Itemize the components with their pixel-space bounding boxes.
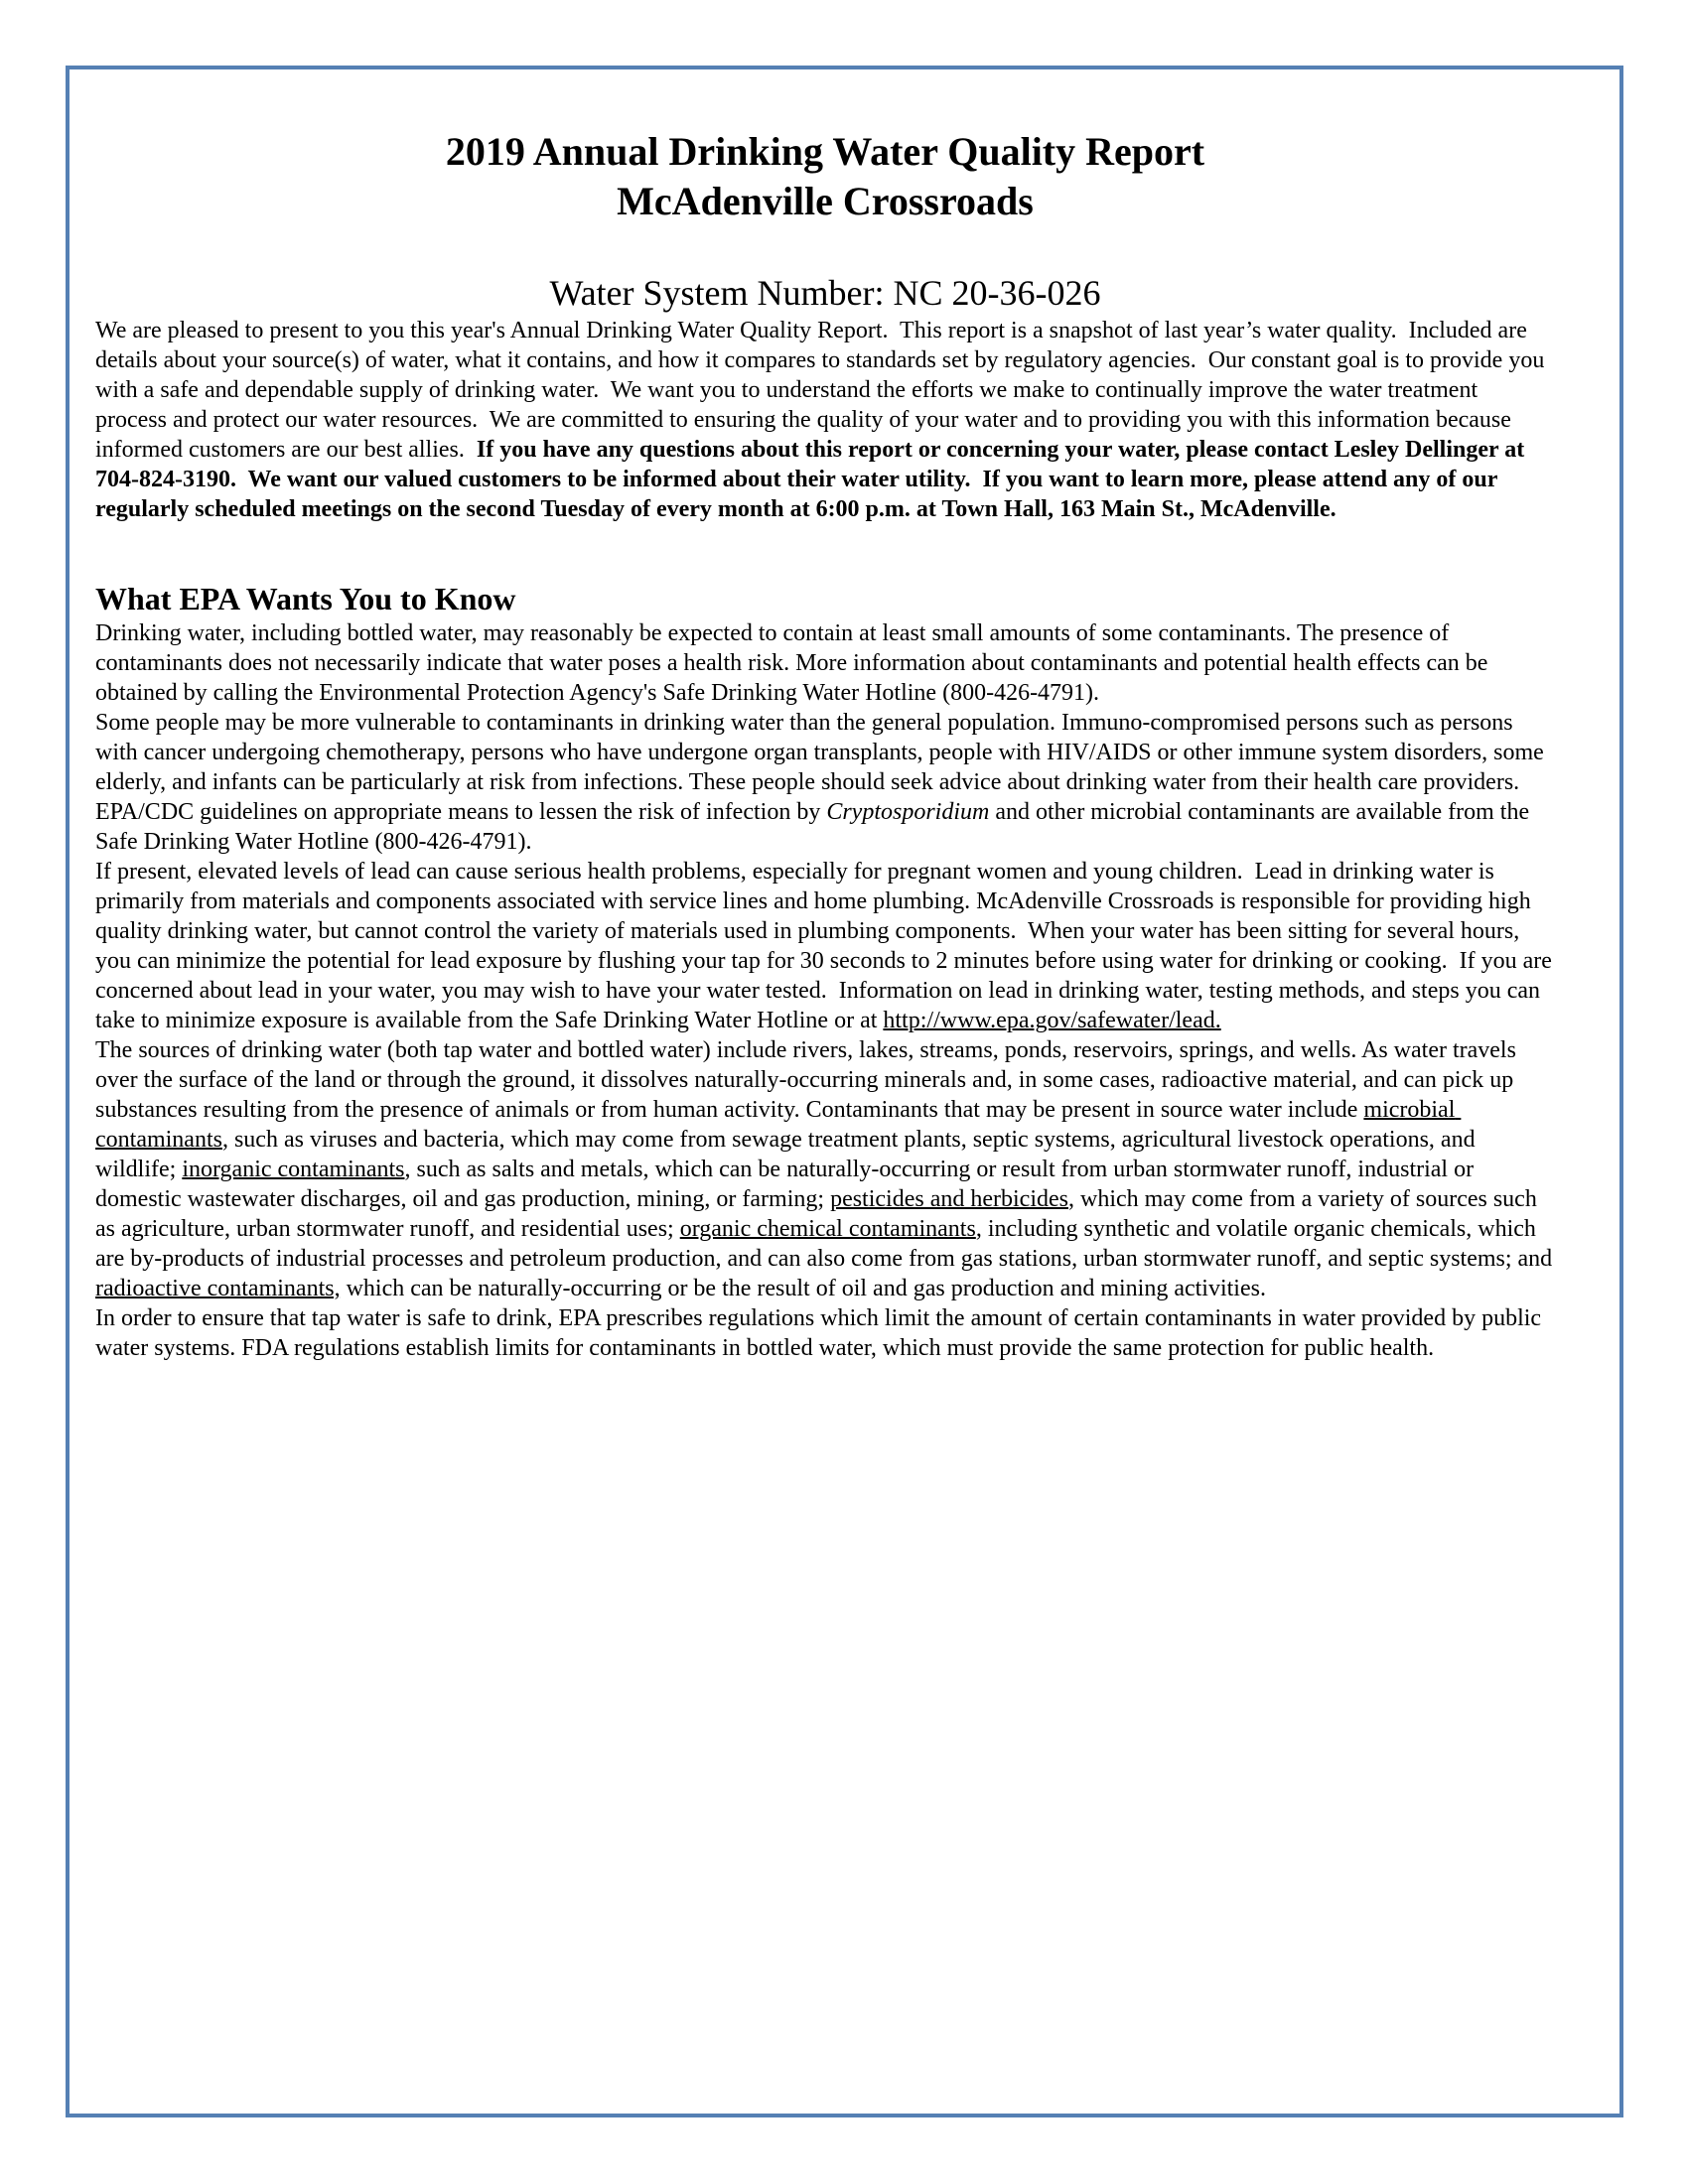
underlined-contaminant-term: pesticides and herbicides [830, 1186, 1068, 1212]
lead-text-pre: If present, elevated levels of lead can cause serious health problems, especially for pregnant women and young children. Lead in drinking water is primarily from materials and components associated with service lines and home plumbing. McAdenville Crossroads is responsible for providing high quality drinking water, but cannot control the variety of materials used in plumbing components. When your water has been sitting for several hours, you can minimize the potential for lead exposure by flushing your tap for 30 seconds to 2 minutes before using water for drinking or cooking. If you are concerned about lead in your water, you may wish to have your water tested. Information on lead in drinking water, testing methods, and steps you can take to minimize exposure is available from the Safe Drinking Water Hotline or at [95, 859, 1558, 1033]
underlined-contaminant-term: microbial contaminants [95, 1097, 1462, 1153]
text-segment: , including synthetic and volatile organic chemicals, which are by-products of industrial processes and petroleum production, and can also come from gas stations, urban stormwater runoff, and septic systems; and [95, 1216, 1559, 1272]
report-title-line1: 2019 Annual Drinking Water Quality Report [445, 129, 1205, 174]
text-segment: , such as salts and metals, which can be naturally-occurring or result from urban stormwater runoff, industrial or domestic wastewater discharges, oil and gas production, mining, or farming; [95, 1157, 1480, 1212]
text-segment: , which may come from a variety of sources such as agriculture, urban stormwater runoff, and residential uses; [95, 1186, 1543, 1242]
underlined-contaminant-term: inorganic contaminants [182, 1157, 405, 1182]
epa-section-heading: What EPA Wants You to Know [95, 581, 516, 616]
water-system-number: Water System Number: NC 20-36-026 [549, 273, 1101, 313]
intro-contact-bold-text: If you have any questions about this report or concerning your water, please contact Lesley Dellinger at 704-824-3190. We want our valued customers to be informed about their water utility. If you want to learn more, please attend any of our regularly scheduled meetings on the second Tuesday of every month at 6:00 p.m. at Town Hall, 163 Main St., McAdenville. [95, 437, 1531, 522]
intro-paragraph [95, 316, 1555, 524]
vulnerable-text-post: and other microbial contaminants are available from the Safe Drinking Water Hotline (800-426-4791). [95, 799, 1536, 855]
intro-text: We are pleased to present to you this year's Annual Drinking Water Quality Report. This report is a snapshot of last year’s water quality. Included are details about your source(s) of water, what it contains, and how it compares to standards set by regulatory agencies. Our constant goal is to provide you with a safe and dependable supply of drinking water. We want you to understand the efforts we make to continually improve the water treatment process and protect our water resources. We are committed to ensuring the quality of your water and to providing you with this information because informed customers are our best allies. [95, 318, 1551, 463]
vulnerable-text-pre: Some people may be more vulnerable to contaminants in drinking water than the general population. Immuno-compromised persons such as persons with cancer undergoing chemotherapy, persons who have undergone organ transplants, people with HIV/AIDS or other immune system disorders, some elderly, and infants can be particularly at risk from infections. These people should seek advice about drinking water from their health care providers. EPA/CDC guidelines on appropriate means to lessen the risk of infection by [95, 710, 1550, 825]
underlined-contaminant-term: organic chemical contaminants [679, 1216, 976, 1242]
regulations-paragraph: In order to ensure that tap water is safe to drink, EPA prescribes regulations which limit the amount of certain contaminants in water provided by public water systems. FDA regulations establish limits for contaminants in bottled water, which must provide the same protection for public health. [95, 1305, 1548, 1361]
document-content [95, 69, 1559, 1363]
underlined-contaminant-term: radioactive contaminants, [95, 1276, 341, 1301]
lead-paragraph [95, 857, 1558, 1035]
report-title-line2: McAdenville Crossroads [617, 179, 1034, 223]
water-sources-paragraph [95, 1035, 1559, 1303]
report-title [95, 127, 1555, 226]
contaminants-paragraph: Drinking water, including bottled water, may reasonably be expected to contain at least small amounts of some contaminants. The presence of contaminants does not necessarily indicate that water poses a health risk. More information about contaminants and potential health effects can be obtained by calling the Environmental Protection Agency's Safe Drinking Water Hotline (800-426-4791). [95, 620, 1494, 706]
safewater-lead-link[interactable]: http://www.epa.gov/safewater/lead. [883, 1008, 1221, 1033]
vulnerable-populations-paragraph [95, 708, 1555, 857]
cryptosporidium-italic: Cryptosporidium [826, 799, 990, 825]
text-segment: The sources of drinking water (both tap water and bottled water) include rivers, lakes, streams, ponds, reservoirs, springs, and wells. As water travels over the surface of the land or through the ground, it dissolves naturally-occurring minerals and, in some cases, radioactive material, and can pick up substances resulting from the presence of animals or from human activity. Contaminants that may be present in source water include [95, 1037, 1522, 1123]
text-segment: , such as viruses and bacteria, which may come from sewage treatment plants, septic systems, agricultural livestock operations, and wildlife; [95, 1127, 1481, 1182]
text-segment: which can be naturally-occurring or be the result of oil and gas production and mining activities. [340, 1276, 1266, 1301]
